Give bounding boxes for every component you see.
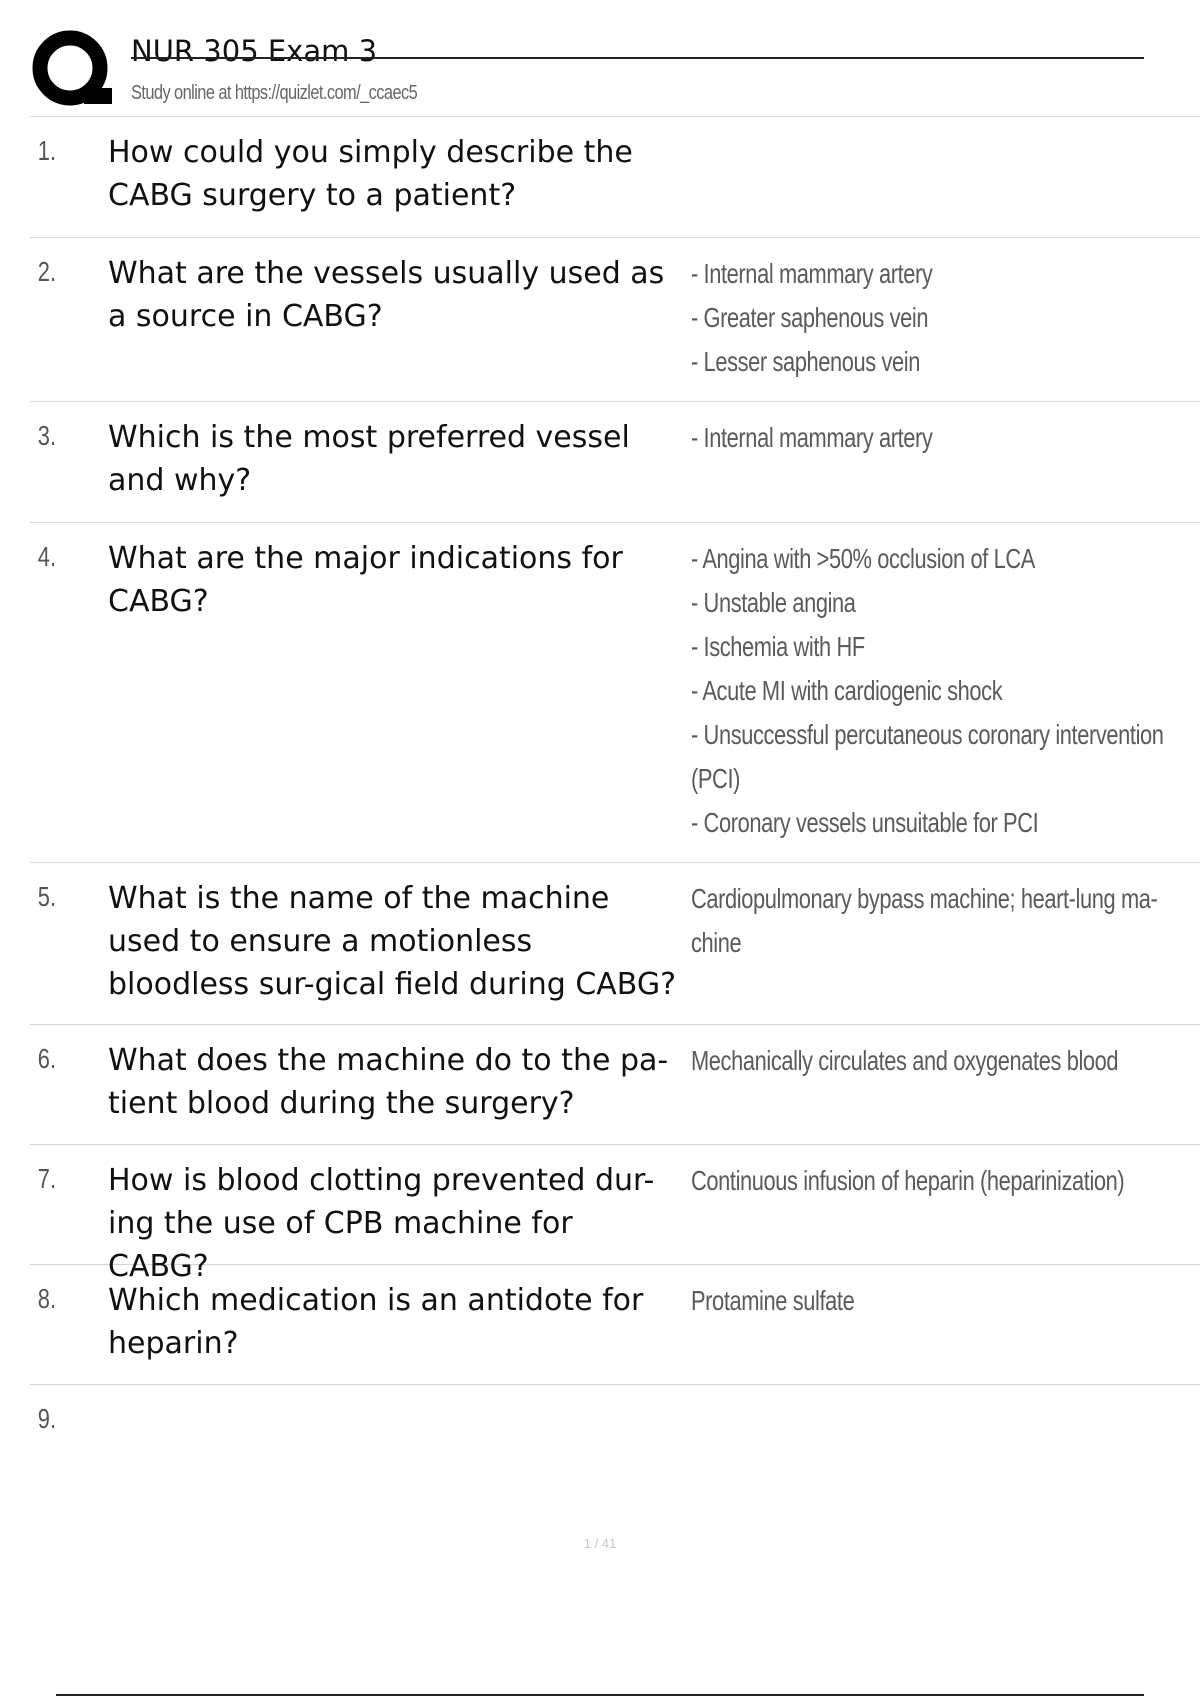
card-definition [683, 877, 1200, 1006]
card-term: Which is the most preferred vessel and why? [108, 420, 630, 498]
card-number: 2. [37, 256, 57, 287]
card-number: 8. [37, 1283, 57, 1314]
card-definition [683, 416, 1200, 504]
flashcard-row [30, 1025, 1200, 1145]
card-number: 1. [37, 135, 57, 166]
quizlet-q-logo-icon [32, 30, 112, 110]
definition-line: - Greater saphenous vein [691, 302, 929, 333]
definition-line: Cardiopulmonary bypass machine; heart-lung ma- [691, 883, 1158, 914]
card-definition [683, 1039, 1200, 1126]
flashcard-row [30, 402, 1200, 523]
card-definition [683, 1399, 1200, 1487]
flashcard-row [30, 1265, 1200, 1385]
document-header [0, 0, 1200, 118]
card-term: What is the name of the machine used to ensure a motionless bloodless sur-gical field during CABG? [108, 881, 677, 1002]
definition-line: - Unstable angina [691, 587, 856, 618]
card-number: 6. [37, 1043, 57, 1074]
flashcard-row [30, 238, 1200, 402]
card-number: 9. [37, 1403, 57, 1434]
card-number: 7. [37, 1163, 57, 1194]
definition-line: Protamine sulfate [691, 1285, 855, 1316]
card-term: How could you simply describe the CABG surgery to a patient? [108, 135, 633, 213]
card-definition [683, 537, 1200, 845]
definition-line: - Internal mammary artery [691, 258, 933, 289]
definition-line: Mechanically circulates and oxygenates blood [691, 1045, 1119, 1076]
card-number: 3. [37, 420, 57, 451]
study-online-link[interactable]: Study online at https://quizlet.com/_ccaec5 [131, 82, 418, 104]
definition-line: - Internal mammary artery [691, 422, 933, 453]
definition-line: - Unsuccessful percutaneous coronary intervention [691, 719, 1164, 750]
card-definition [683, 252, 1200, 384]
definition-line: - Acute MI with cardiogenic shock [691, 675, 1003, 706]
card-term: Which medication is an antidote for heparin? [108, 1283, 644, 1361]
flashcard-list [30, 117, 1200, 1505]
definition-line: - Angina with >50% occlusion of LCA [691, 543, 1035, 574]
card-term: What are the vessels usually used as a source in CABG? [108, 256, 665, 334]
definition-line: Continuous infusion of heparin (heparinization) [691, 1165, 1125, 1196]
card-term [108, 1399, 683, 1487]
page-number: 1 / 41 [583, 1536, 617, 1551]
definition-line: (PCI) [691, 763, 741, 794]
card-term: How is blood clotting prevented dur-ing the use of CPB machine for CABG? [108, 1163, 655, 1284]
card-term: What does the machine do to the pa-tient blood during the surgery? [108, 1043, 669, 1121]
card-definition [683, 131, 1200, 219]
card-term: What are the major indications for CABG? [108, 541, 623, 619]
footer-divider [56, 1694, 1144, 1696]
card-number: 4. [37, 541, 57, 572]
title-strike-rule [131, 57, 1144, 59]
flashcard-row [30, 863, 1200, 1025]
flashcard-row [30, 117, 1200, 238]
document-title: NUR 305 Exam 3 [131, 34, 378, 68]
flashcard-row [30, 523, 1200, 863]
definition-line: - Ischemia with HF [691, 631, 865, 662]
definition-line: - Lesser saphenous vein [691, 346, 920, 377]
definition-line: - Coronary vessels unsuitable for PCI [691, 807, 1039, 838]
flashcard-row [30, 1385, 1200, 1505]
card-definition [683, 1279, 1200, 1366]
card-number: 5. [37, 881, 57, 912]
flashcard-row [30, 1145, 1200, 1284]
definition-line: chine [691, 927, 742, 958]
